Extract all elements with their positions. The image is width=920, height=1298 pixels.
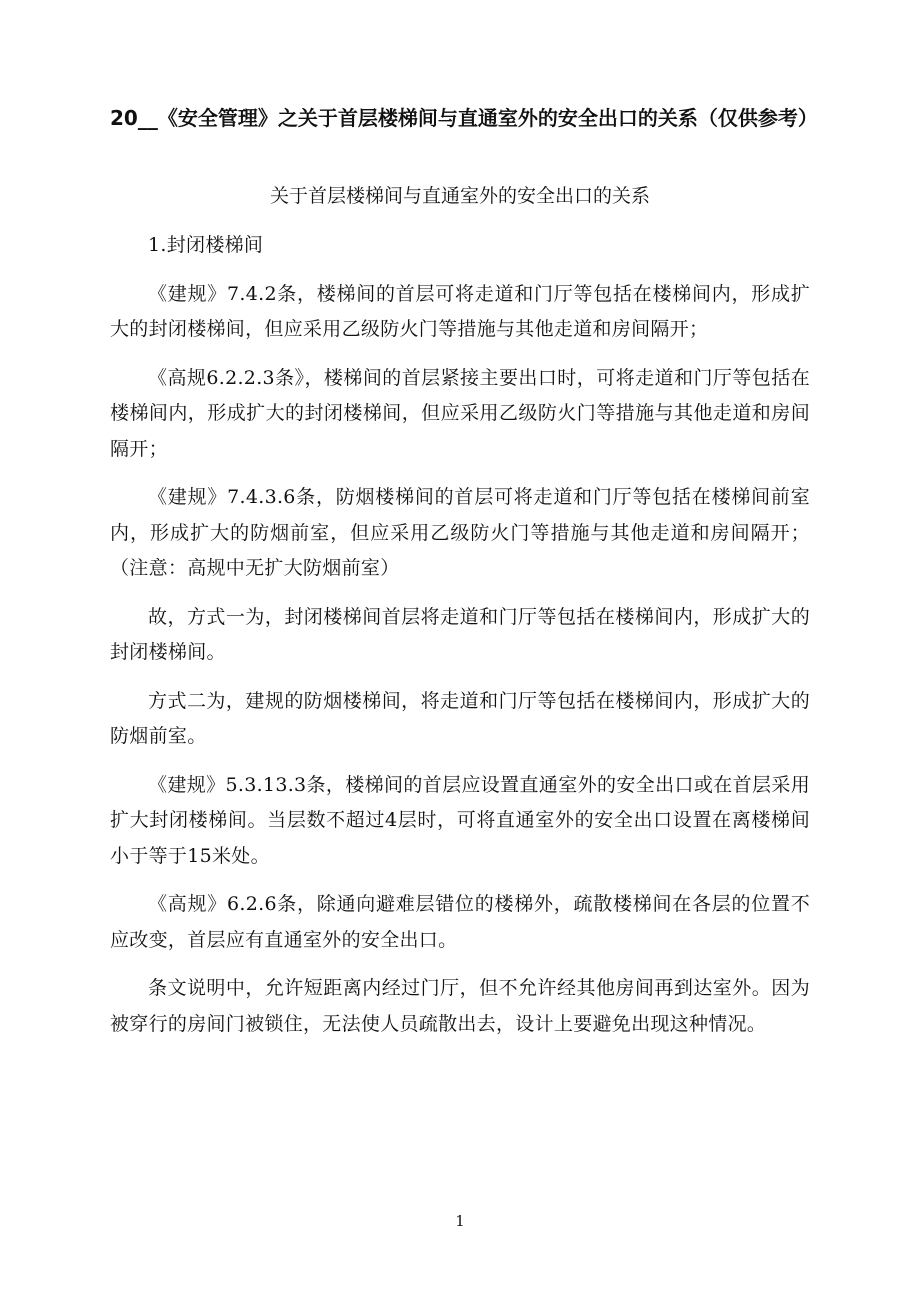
paragraph: 《高规》6.2.6条，除通向避难层错位的楼梯外，疏散楼梯间在各层的位置不应改变，首层应有直通室外的安全出口。 xyxy=(110,893,810,951)
paragraph: 《建规》7.4.2条，楼梯间的首层可将走道和门厅等包括在楼梯间内，形成扩大的封闭楼梯间，但应采用乙级防火门等措施与其他走道和房间隔开； xyxy=(110,282,810,340)
paragraph: 《建规》5.3.13.3条，楼梯间的首层应设置直通室外的安全出口或在首层采用扩大封闭楼梯间。当层数不超过4层时，可将直通室外的安全出口设置在离楼梯间小于等于15米处。 xyxy=(110,773,810,867)
paragraph: 《高规6.2.2.3条》，楼梯间的首层紧接主要出口时，可将走道和门厅等包括在楼梯间内，形成扩大的封闭楼梯间，但应采用乙级防火门等措施与其他走道和房间隔开； xyxy=(110,366,810,460)
document-body xyxy=(110,228,810,1055)
paragraph: 条文说明中，允许短距离内经过门厅，但不允许经其他房间再到达室外。因为被穿行的房间门被锁住，无法使人员疏散出去，设计上要避免出现这种情况。 xyxy=(110,977,810,1035)
section-heading: 1.封闭楼梯间 xyxy=(148,234,264,256)
paragraph: 方式二为，建规的防烟楼梯间，将走道和门厅等包括在楼梯间内，形成扩大的防烟前室。 xyxy=(110,689,810,747)
page-number: 1 xyxy=(455,1212,465,1230)
paragraph: 故，方式一为，封闭楼梯间首层将走道和门厅等包括在楼梯间内，形成扩大的封闭楼梯间。 xyxy=(110,605,810,663)
document-subtitle: 关于首层楼梯间与直通室外的安全出口的关系 xyxy=(269,185,650,207)
paragraph: 《建规》7.4.3.6条，防烟楼梯间的首层可将走道和门厅等包括在楼梯间前室内，形成扩大的防烟前室，但应采用乙级防火门等措施与其他走道和房间隔开；（注意：高规中无扩大防烟前室） xyxy=(110,486,810,579)
document-title: 20__《安全管理》之关于首层楼梯间与直通室外的安全出口的关系（仅供参考） xyxy=(110,106,818,130)
